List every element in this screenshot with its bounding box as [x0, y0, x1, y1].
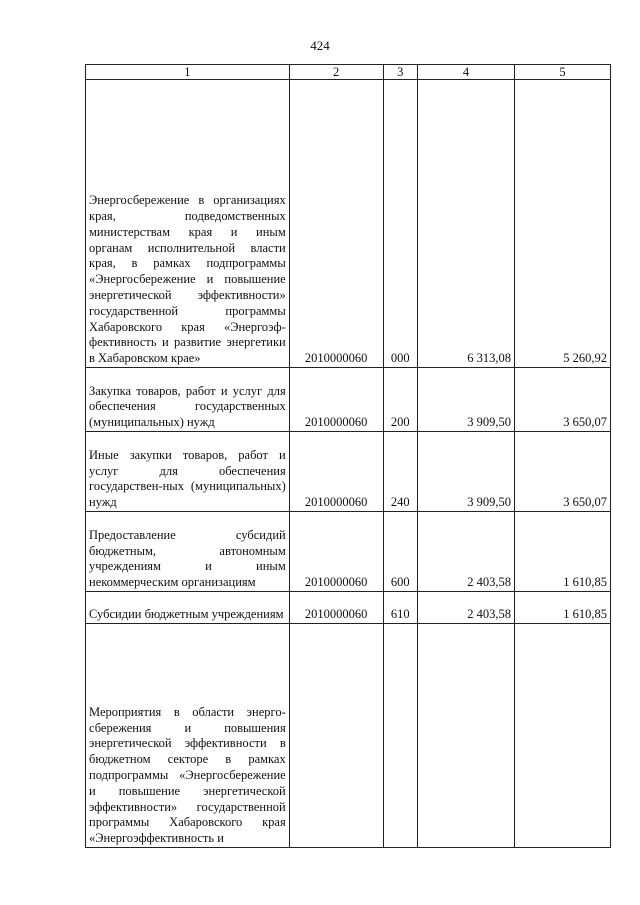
row-name: Мероприятия в области энерго-сбережения и повышения энергетической эффективности в бюджетном секторе в рамках подпрограммы «Энергосбережение и повышение энергетической эффективности» государственной программы Хабаровского края «Энергоэффективность и [86, 624, 290, 848]
row-value-1: 2 403,58 [418, 512, 515, 592]
table-row [86, 512, 611, 592]
row-expense-type [383, 624, 417, 848]
header-col-3: 3 [383, 65, 417, 80]
table-header [86, 65, 611, 80]
row-name: Энергосбережение в организациях края, подведомственных министерствам края и иным органам исполнительной власти края, в рамках подпрограммы «Энергосбережение и повышение энергетической эффективности» государственной программы Хабаровского края «Энергоэф-фективность и развитие энергетики в Хабаровском крае» [86, 80, 290, 368]
header-col-2: 2 [289, 65, 383, 80]
table-row [86, 368, 611, 432]
row-value-2 [515, 624, 611, 848]
row-name: Иные закупки товаров, работ и услуг для обеспечения государствен-ных (муниципальных) нужд [86, 432, 290, 512]
header-row [86, 65, 611, 80]
row-value-1: 3 909,50 [418, 368, 515, 432]
row-value-1: 6 313,08 [418, 80, 515, 368]
row-expense-type: 240 [383, 432, 417, 512]
header-col-5: 5 [515, 65, 611, 80]
table-row [86, 432, 611, 512]
row-name: Закупка товаров, работ и услуг для обеспечения государственных (муниципальных) нужд [86, 368, 290, 432]
row-target-article: 2010000060 [289, 512, 383, 592]
row-value-2: 1 610,85 [515, 592, 611, 624]
row-expense-type: 610 [383, 592, 417, 624]
row-value-2: 3 650,07 [515, 368, 611, 432]
row-name: Предоставление субсидий бюджетным, автономным учреждениям и иным некоммерческим организациям [86, 512, 290, 592]
row-value-2: 1 610,85 [515, 512, 611, 592]
budget-table [85, 64, 611, 848]
page-number: 424 [310, 38, 330, 53]
header-col-1: 1 [86, 65, 290, 80]
table-row [86, 80, 611, 368]
row-target-article: 2010000060 [289, 368, 383, 432]
row-target-article: 2010000060 [289, 80, 383, 368]
row-value-1: 2 403,58 [418, 592, 515, 624]
row-expense-type: 200 [383, 368, 417, 432]
row-value-1 [418, 624, 515, 848]
row-target-article: 2010000060 [289, 432, 383, 512]
table-row [86, 592, 611, 624]
row-value-1: 3 909,50 [418, 432, 515, 512]
row-expense-type: 000 [383, 80, 417, 368]
row-value-2: 5 260,92 [515, 80, 611, 368]
row-target-article [289, 624, 383, 848]
row-value-2: 3 650,07 [515, 432, 611, 512]
table-row [86, 624, 611, 848]
row-target-article: 2010000060 [289, 592, 383, 624]
row-name: Субсидии бюджетным учреждениям [86, 592, 290, 624]
row-expense-type: 600 [383, 512, 417, 592]
header-col-4: 4 [418, 65, 515, 80]
